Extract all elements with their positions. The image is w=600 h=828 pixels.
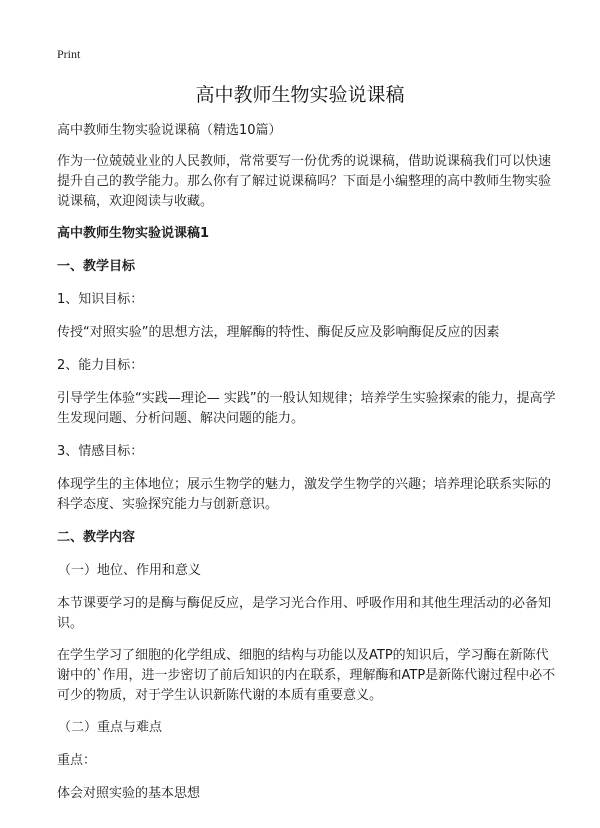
section-title: 高中教师生物实验说课稿1 xyxy=(57,226,210,241)
subheading-key-points: （二）重点与难点 xyxy=(58,720,163,735)
article-body xyxy=(57,121,557,817)
goal-ability-label: 2、能力目标： xyxy=(57,358,144,373)
position-paragraph-1: 本节课要学习的是酶与酶促反应，是学习光合作用、呼吸作用和其他生理活动的必备知识。 xyxy=(57,596,552,631)
print-link[interactable]: Print xyxy=(57,47,81,61)
key-point-label: 重点： xyxy=(57,753,97,768)
key-point-text: 体会对照实验的基本思想 xyxy=(57,786,201,801)
intro-paragraph: 作为一位兢兢业业的人民教师，常常要写一份优秀的说课稿，借助说课稿我们可以快速提升自己的教学能力。那么你有了解过说课稿吗？下面是小编整理的高中教师生物实验说课稿，欢迎阅读与收藏。 xyxy=(57,154,552,209)
subheading-position: （一）地位、作用和意义 xyxy=(58,563,202,578)
goal-knowledge-text: 传授“对照实验”的思想方法，理解酶的特性、酶促反应及影响酶促反应的因素 xyxy=(57,325,500,340)
subtitle: 高中教师生物实验说课稿（精选10篇） xyxy=(57,123,282,138)
page-title: 高中教师生物实验说课稿 xyxy=(195,84,405,106)
goal-ability-text: 引导学生体验“实践—理论— 实践”的一般认知规律；培养学生实验探索的能力，提高学生发现问题、分析问题、解决问题的能力。 xyxy=(57,391,556,426)
heading-teaching-content: 二、教学内容 xyxy=(57,530,136,545)
goal-knowledge-label: 1、知识目标： xyxy=(57,292,144,307)
position-paragraph-2: 在学生学习了细胞的化学组成、细胞的结构与功能以及ATP的知识后，学习酶在新陈代谢中的`作用，进一步密切了前后知识的内在联系，理解酶和ATP是新陈代谢过程中必不可少的物质，对于学生认识新陈代谢的本质有重要意义。 xyxy=(57,648,556,703)
goal-emotion-text: 体现学生的主体地位；展示生物学的魅力，激发学生物学的兴趣；培养理论联系实际的科学态度、实验探究能力与创新意识。 xyxy=(57,477,552,512)
heading-teaching-goals: 一、教学目标 xyxy=(57,259,136,274)
goal-emotion-label: 3、情感目标： xyxy=(57,444,144,459)
